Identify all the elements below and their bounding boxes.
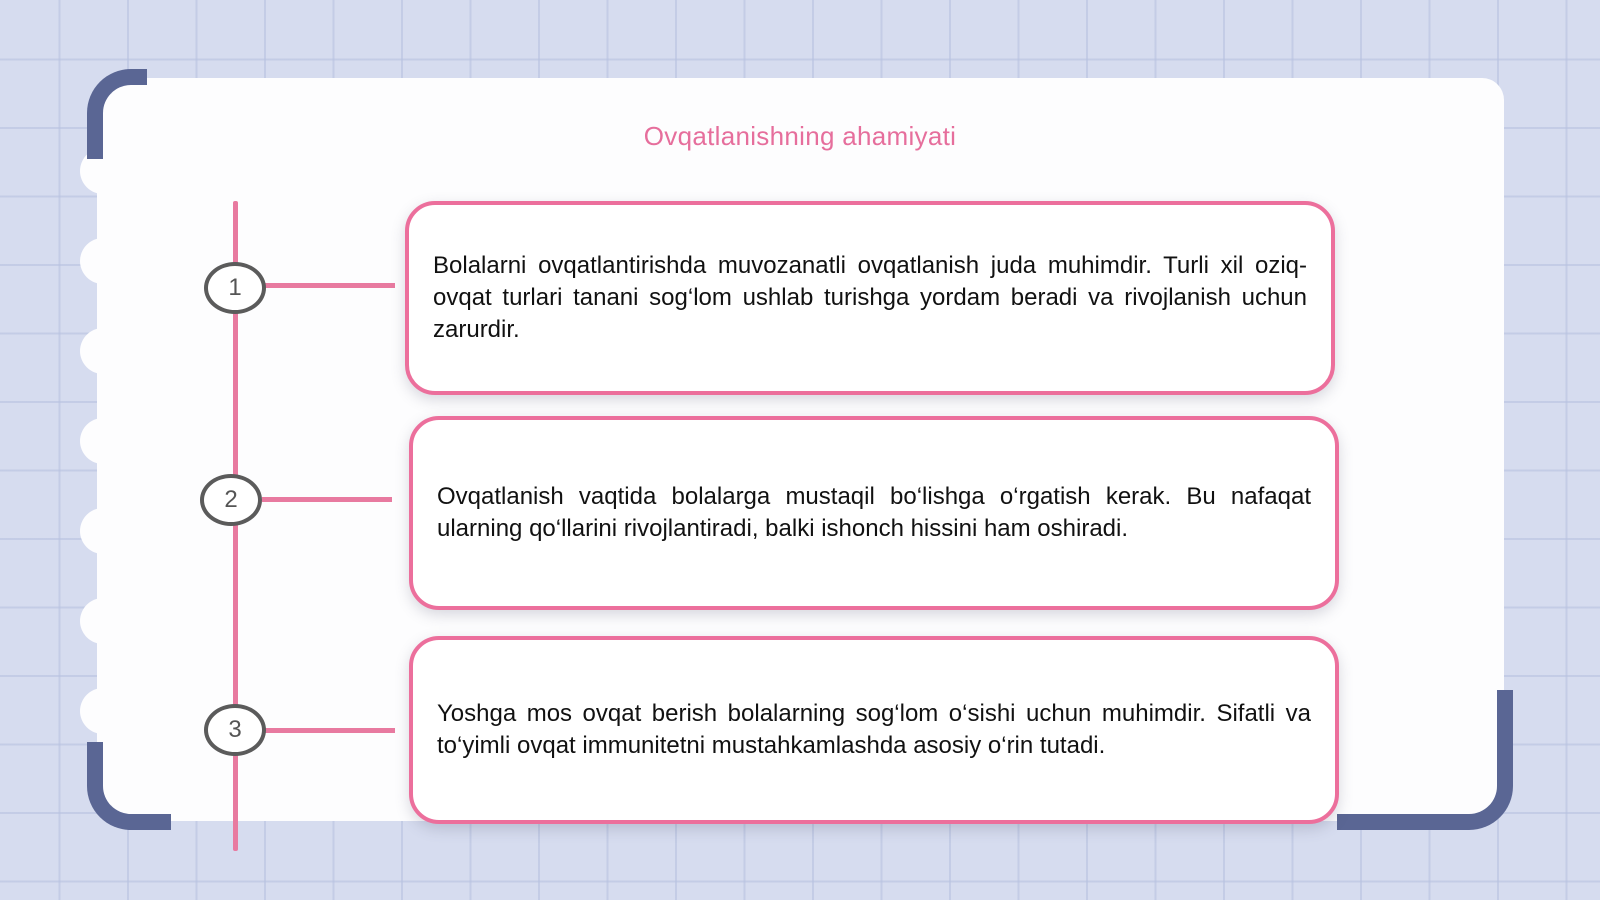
- card-edge-scallop: [80, 328, 126, 374]
- slide-title: Ovqatlanishning ahamiyati: [643, 121, 957, 151]
- step-number-1: 1: [204, 262, 266, 314]
- card-edge-scallop: [80, 238, 126, 284]
- timeline-connector-2: [262, 497, 392, 502]
- info-box-text: Yoshga mos ovqat berish bolalarning sog‘lom o‘sishi uchun muhimdir. Sifatli va to‘yimli ovqat immunitetni mustahkamlashda asosiy o‘rin tutadi.: [437, 700, 1311, 759]
- card-edge-scallop: [80, 508, 126, 554]
- timeline-connector-3: [265, 728, 395, 733]
- corner-bracket-bottom-left: [87, 742, 171, 830]
- card-edge-scallop: [80, 598, 126, 644]
- step-number-2: 2: [200, 474, 262, 526]
- info-box-2: [409, 416, 1339, 610]
- info-box-text: Ovqatlanish vaqtida bolalarga mustaqil bo‘lishga o‘rgatish kerak. Bu nafaqat ularning qo‘llarini rivojlantiradi, balki ishonch hissini ham oshiradi.: [437, 483, 1311, 542]
- timeline-connector-1: [265, 283, 395, 288]
- info-box-text: Bolalarni ovqatlantirishda muvozanatli ovqatlanish juda muhimdir. Turli xil oziq-ovqat turlari tanani sog‘lom ushlab turishga yordam beradi va rivojlanish uchun zarurdir.: [433, 252, 1307, 343]
- card-edge-scallop: [80, 688, 126, 734]
- corner-bracket-top-left: [87, 69, 147, 159]
- corner-bracket-bottom-right: [1337, 690, 1513, 830]
- info-box-3: [409, 636, 1339, 824]
- card-edge-scallop: [80, 418, 126, 464]
- step-number-3: 3: [204, 704, 266, 756]
- info-box-1: [405, 201, 1335, 395]
